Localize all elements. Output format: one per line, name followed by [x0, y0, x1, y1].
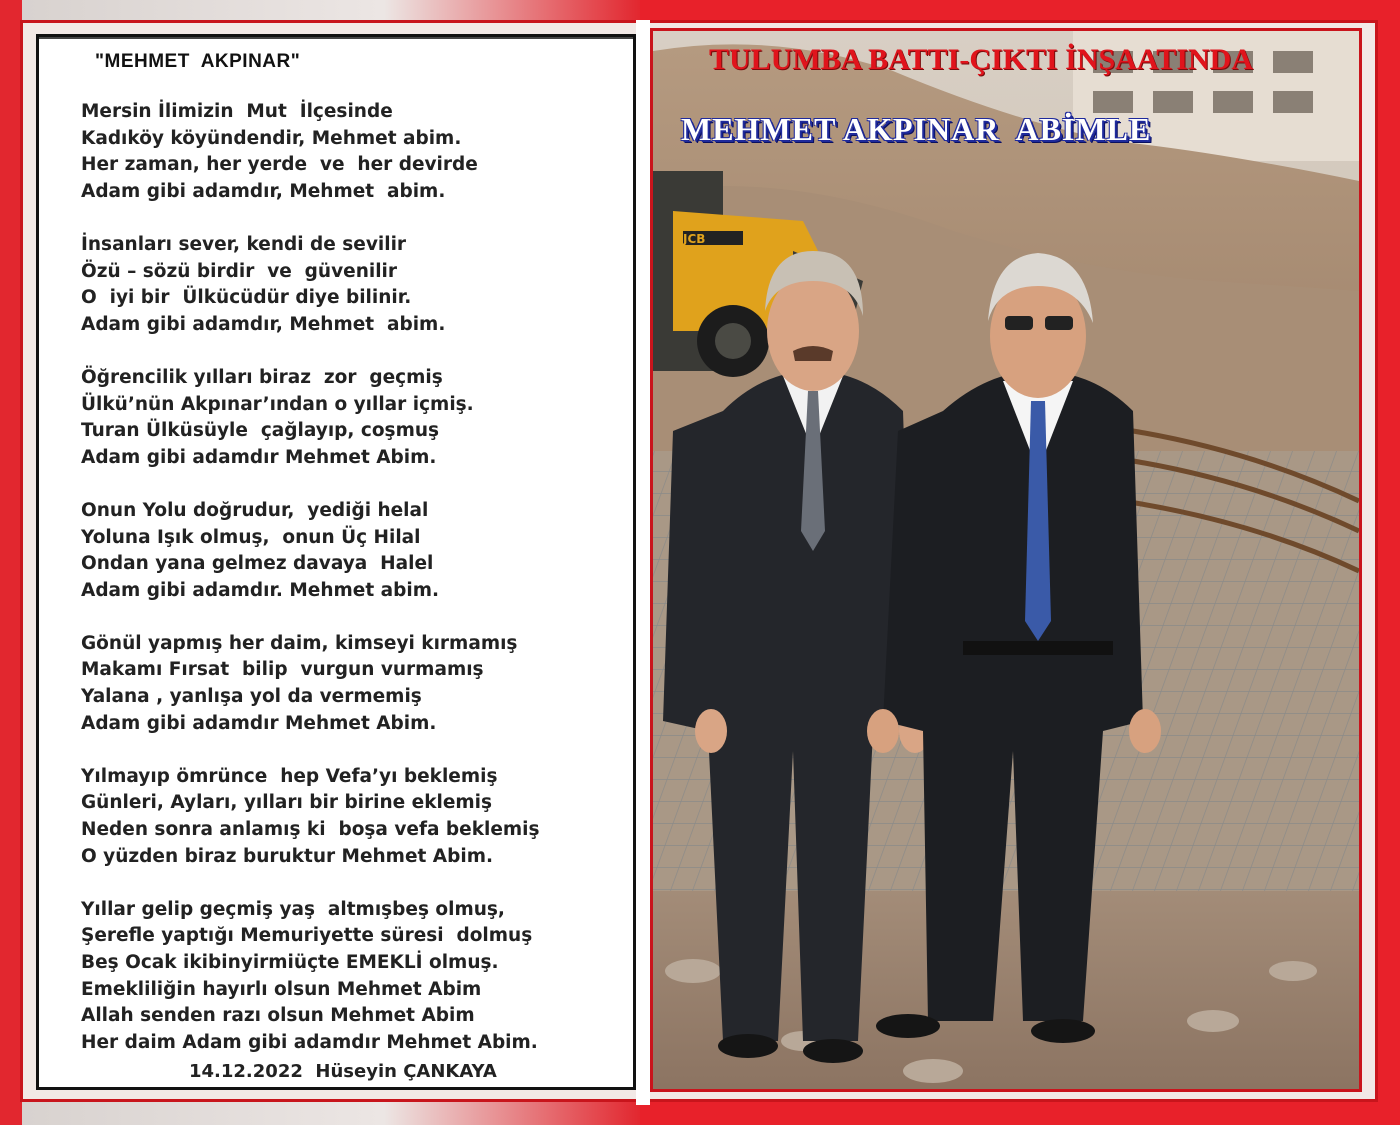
poem-line: O iyi bir Ülkücüdür diye bilinir.	[81, 287, 412, 309]
poem-line: Günleri, Ayları, yılları bir birine eklemiş	[81, 792, 493, 814]
poem-line: Her zaman, her yerde ve her devirde	[81, 154, 478, 176]
poem-line: Adam gibi adamdır Mehmet Abim.	[81, 446, 437, 468]
poem-line: Allah senden razı olsun Mehmet Abim	[81, 1005, 475, 1027]
stanza-3	[81, 365, 540, 471]
panel-rule	[39, 37, 633, 39]
photo-frame	[650, 28, 1362, 1092]
poem-line: Emekliliğin hayırlı olsun Mehmet Abim	[81, 978, 482, 1000]
poem-line: Onun Yolu doğrudur, yediği helal	[81, 499, 429, 521]
poem-line: Öğrencilik yılları biraz zor geçmiş	[81, 366, 443, 388]
headline-red: TULUMBA BATTI-ÇIKTI İNŞAATINDA	[709, 43, 1253, 76]
stanza-2	[81, 232, 540, 338]
poem-line: Adam gibi adamdır Mehmet Abim.	[81, 712, 437, 734]
poem-line: Adam gibi adamdır, Mehmet abim.	[81, 313, 446, 335]
stanza-5	[81, 631, 540, 737]
poem-line: Ondan yana gelmez davaya Halel	[81, 553, 434, 575]
poem-line: Adam gibi adamdır, Mehmet abim.	[81, 180, 446, 202]
poem-line: Adam gibi adamdır. Mehmet abim.	[81, 579, 440, 601]
headline-blue: MEHMET AKPINAR ABİMLE	[681, 111, 1152, 147]
stanza-1	[81, 99, 540, 205]
poem-line: Özü – sözü birdir ve güvenilir	[81, 260, 398, 282]
poem-line: Kadıköy köyündendir, Mehmet abim.	[81, 127, 462, 149]
poem-body	[81, 99, 540, 1056]
poem-line: Yılmayıp ömrünce hep Vefa’yı beklemiş	[81, 765, 498, 787]
poem-line: O yüzden biraz buruktur Mehmet Abim.	[81, 845, 493, 867]
poem-line: Beş Ocak ikibinyirmiüçte EMEKLİ olmuş.	[81, 952, 499, 973]
poem-title: "MEHMET AKPINAR"	[95, 51, 301, 72]
poem-line: Yıllar gelip geçmiş yaş altmışbeş olmuş,	[81, 898, 505, 920]
poem-line: Şerefle yaptığı Memuriyette süresi dolmuş	[81, 925, 533, 947]
poem-line: Yalana , yanlışa yol da vermemiş	[81, 686, 422, 708]
poem-line: Mersin İlimizin Mut İlçesinde	[81, 101, 393, 122]
machine-label: JCB	[683, 232, 706, 246]
poem-line: Her daim Adam gibi adamdır Mehmet Abim.	[81, 1031, 538, 1053]
poem-line: Turan Ülküsüyle çağlayıp, coşmuş	[81, 420, 440, 442]
poem-signature: 14.12.2022 Hüseyin ÇANKAYA	[189, 1061, 497, 1082]
stanza-7	[81, 897, 540, 1057]
poem-panel	[36, 34, 636, 1090]
stanza-4	[81, 498, 540, 604]
stanza-6	[81, 764, 540, 870]
poem-line: Ülkü’nün Akpınar’ından o yıllar içmiş.	[81, 393, 474, 415]
poem-line: Makamı Fırsat bilip vurgun vurmamış	[81, 659, 484, 681]
poem-line: Gönül yapmış her daim, kimseyi kırmamış	[81, 632, 518, 654]
poem-line: İnsanları sever, kendi de sevilir	[81, 233, 407, 255]
construction-photo	[653, 31, 1359, 1089]
poem-line: Neden sonra anlamış ki boşa vefa beklemiş	[81, 819, 540, 841]
poem-line: Yoluna Işık olmuş, onun Üç Hilal	[81, 526, 421, 548]
panel-divider	[636, 20, 650, 1105]
